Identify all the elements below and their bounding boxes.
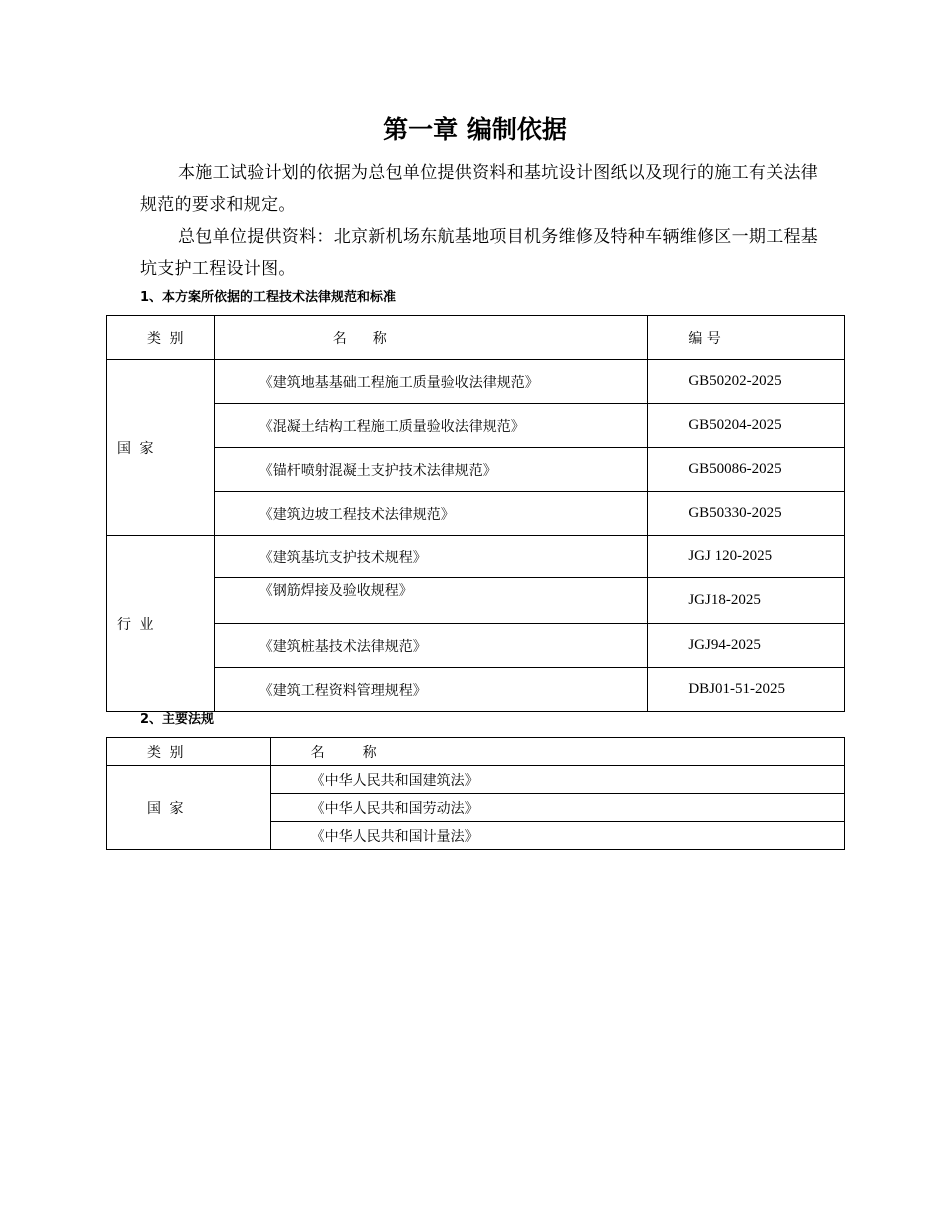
page-title: 第一章 编制依据: [383, 115, 567, 144]
standard-code: GB50204-2025: [648, 404, 845, 448]
header-name-b: 称: [362, 744, 377, 761]
standard-name: 《锚杆喷射混凝土支护技术法律规范》: [214, 448, 648, 492]
table-row: [107, 766, 845, 794]
category-industry: 行 业: [107, 536, 215, 712]
standards-table: [106, 315, 845, 712]
table-row: [107, 492, 845, 536]
standard-name: 《建筑基坑支护技术规程》: [214, 536, 648, 578]
intro-paragraph: [140, 157, 820, 221]
header-name-a: 名: [310, 744, 325, 761]
table-header-row: [107, 316, 845, 360]
header-code: 编 号: [648, 316, 845, 360]
standard-code: GB50202-2025: [648, 360, 845, 404]
standard-code: GB50330-2025: [648, 492, 845, 536]
standard-name: 《建筑桩基技术法律规范》: [214, 624, 648, 668]
section-heading-laws: 2、主要法规: [140, 712, 215, 727]
law-name: 《中华人民共和国计量法》: [270, 822, 844, 850]
table-row: [107, 360, 845, 404]
intro-paragraph-text: 本施工试验计划的依据为总包单位提供资料和基坑设计图纸以及现行的施工有关法律规范的要求和规定。: [140, 163, 819, 215]
header-category: 类 别: [107, 316, 215, 360]
category-national: 国 家: [107, 766, 271, 850]
table-row: [107, 668, 845, 712]
standard-name: 《钢筋焊接及验收规程》: [214, 578, 648, 624]
source-paragraph-text: 总包单位提供资料：北京新机场东航基地项目机务维修及特种车辆维修区一期工程基坑支护工程设计图。: [140, 227, 819, 279]
table-row: [107, 448, 845, 492]
standard-code: JGJ 120-2025: [648, 536, 845, 578]
table-header-row: [107, 738, 845, 766]
standard-code: DBJ01-51-2025: [648, 668, 845, 712]
table-row: [107, 624, 845, 668]
header-name: [214, 316, 648, 360]
table-row: [107, 536, 845, 578]
standard-code: JGJ18-2025: [648, 578, 845, 624]
standard-name: 《混凝土结构工程施工质量验收法律规范》: [214, 404, 648, 448]
table-row: [107, 578, 845, 624]
header-name-b: 称: [372, 330, 387, 347]
category-national: 国 家: [107, 360, 215, 536]
header-name: [270, 738, 844, 766]
standard-code: JGJ94-2025: [648, 624, 845, 668]
table-row: [107, 404, 845, 448]
standard-code: GB50086-2025: [648, 448, 845, 492]
source-paragraph: [140, 221, 820, 285]
law-name: 《中华人民共和国劳动法》: [270, 794, 844, 822]
law-name: 《中华人民共和国建筑法》: [270, 766, 844, 794]
laws-table: [106, 737, 845, 850]
header-category: 类 别: [107, 738, 271, 766]
header-name-a: 名: [332, 330, 347, 347]
standard-name: 《建筑工程资料管理规程》: [214, 668, 648, 712]
section-heading-standards: 1、本方案所依据的工程技术法律规范和标准: [140, 290, 397, 305]
standard-name: 《建筑地基基础工程施工质量验收法律规范》: [214, 360, 648, 404]
standard-name: 《建筑边坡工程技术法律规范》: [214, 492, 648, 536]
